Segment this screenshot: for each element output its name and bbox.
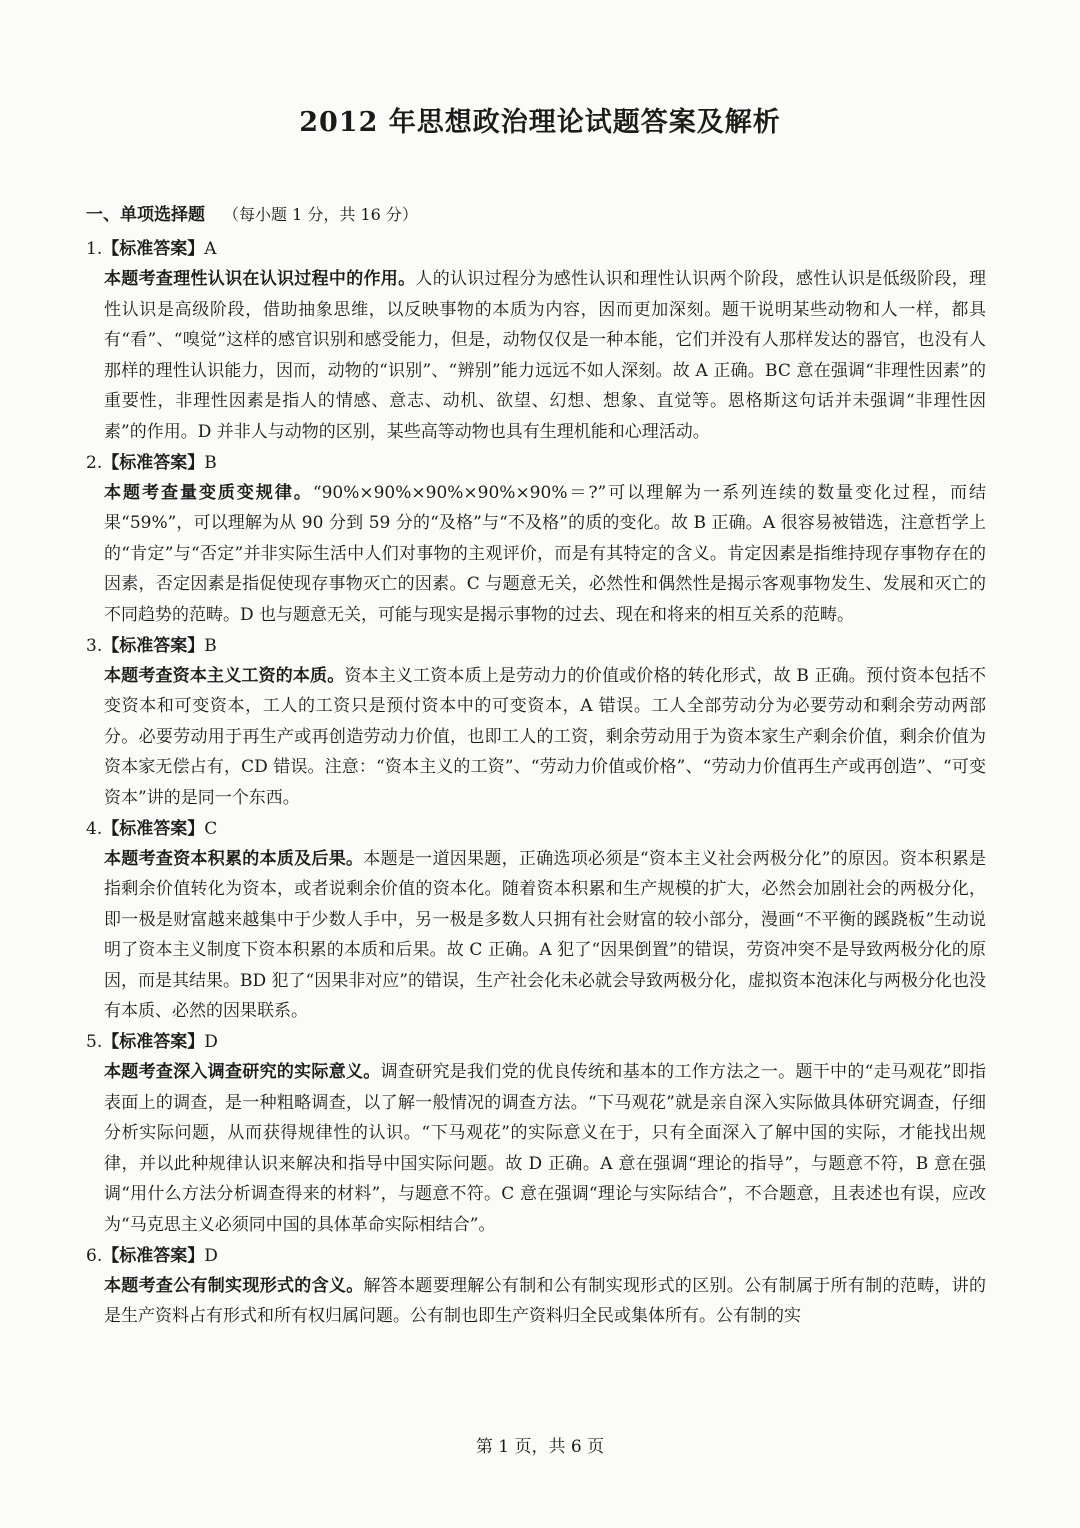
explanation-lead: 本题考查公有制实现形式的含义。 bbox=[104, 1275, 364, 1296]
question-number: 2. bbox=[86, 452, 103, 473]
question-1-explanation bbox=[86, 264, 986, 448]
answer-value: B bbox=[204, 452, 217, 473]
question-6-answer bbox=[86, 1241, 986, 1271]
answer-value: C bbox=[204, 818, 218, 839]
question-3-answer bbox=[86, 631, 986, 661]
explanation-lead: 本题考查理性认识在认识过程中的作用。 bbox=[104, 269, 416, 289]
answer-label: 【标准答案】 bbox=[102, 818, 205, 839]
explanation-text: 解答本题要理解公有制和公有制实现形式的区别。公有制属于所有制的范畴，讲的是生产资料占有形式和所有权归属问题。公有制也即生产资料归全民或集体所有。公有制的实 bbox=[104, 1275, 986, 1327]
explanation-text: 本题是一道因果题，正确选项必须是“资本主义社会两极分化”的原因。资本积累是指剩余价值转化为资本，或者说剩余价值的资本化。随着资本积累和生产规模的扩大，必然会加剧社会的两极分化，即一极是财富越来越集中于少数人手中，另一极是多数人只拥有社会财富的较小部分，漫画“不平衡的蹊跷板”生动说明了资本主义制度下资本积累的本质和后果。故 C 正确。A 犯了“因果倒置”的错误，劳资冲突不是导致两极分化的原因，而是其结果。BD 犯了“因果非对应”的错误，生产社会化未必就会导致两极分化，虚拟资本泡沫化与两极分化也没有本质、必然的因果联系。 bbox=[104, 848, 986, 1022]
question-5-explanation bbox=[86, 1057, 986, 1241]
answer-label: 【标准答案】 bbox=[102, 1245, 205, 1266]
answer-label: 【标准答案】 bbox=[102, 452, 205, 473]
question-number: 4. bbox=[86, 818, 103, 839]
page-footer: 第 1 页，共 6 页 bbox=[475, 1437, 605, 1457]
document-body bbox=[86, 200, 986, 1332]
page-title: 2012 年思想政治理论试题答案及解析 bbox=[299, 107, 781, 138]
question-number: 5. bbox=[86, 1032, 103, 1053]
explanation-lead: 本题考查深入调查研究的实际意义。 bbox=[104, 1062, 381, 1083]
answer-label: 【标准答案】 bbox=[102, 1032, 205, 1053]
explanation-text: 资本主义工资本质上是劳动力的价值或价格的转化形式，故 B 正确。预付资本包括不变资本和可变资本，工人的工资只是预付资本中的可变资本，A 错误。工人全部劳动分为必要劳动和剩余劳动两部分。必要劳动用于再生产或再创造劳动力价值，也即工人的工资，剩余劳动用于为资本家生产剩余价值，剩余价值为资本家无偿占有，CD 错误。注意：“资本主义的工资”、“劳动力价值或价格”、“劳动力价值再生产或再创造”、“可变资本”讲的是同一个东西。 bbox=[104, 665, 986, 808]
question-number: 1. bbox=[86, 239, 103, 259]
answer-label: 【标准答案】 bbox=[102, 239, 205, 259]
question-5-answer bbox=[86, 1027, 986, 1057]
answer-value: A bbox=[204, 239, 217, 259]
question-2-explanation bbox=[86, 478, 986, 631]
answer-label: 【标准答案】 bbox=[102, 635, 205, 656]
answer-value: D bbox=[204, 1245, 218, 1266]
question-4-explanation bbox=[86, 844, 986, 1028]
question-number: 6. bbox=[86, 1245, 103, 1266]
explanation-lead: 本题考查量变质变规律。 bbox=[104, 482, 313, 503]
explanation-lead: 本题考查资本主义工资的本质。 bbox=[104, 665, 345, 686]
question-1-answer bbox=[86, 234, 986, 264]
explanation-text: 人的认识过程分为感性认识和理性认识两个阶段，感性认识是低级阶段，理性认识是高级阶段，借助抽象思维，以反映事物的本质为内容，因而更加深刻。题干说明某些动物和人一样，都具有“看”、“嗅觉”这样的感官识别和感受能力，但是，动物仅仅是一种本能，它们并没有人那样发达的器官，也没有人那样的理性认识能力，因而，动物的“识别”、“辨别”能力远远不如人深刻。故 A 正确。BC 意在强调“非理性因素”的重要性，非理性因素是指人的情感、意志、动机、欲望、幻想、想象、直觉等。恩格斯这句话并未强调“非理性因素”的作用。D 并非人与动物的区别，某些高等动物也具有生理机能和心理活动。 bbox=[104, 269, 987, 442]
question-number: 3. bbox=[86, 635, 103, 656]
section-title: 一、单项选择题 bbox=[86, 205, 205, 225]
explanation-text: “90%×90%×90%×90%×90%＝?”可以理解为一系列连续的数量变化过程，而结果“59%”，可以理解为从 90 分到 59 分的“及格”与“不及格”的质的变化。故 B 正确。A 很容易被错选，注意哲学上的“肯定”与“否定”并非实际生活中人们对事物的主观评价，而是有其特定的含义。肯定因素是指维持现存事物存在的因素，否定因素是指促使现存事物灭亡的因素。C 与题意无关，必然性和偶然性是揭示客观事物发生、发展和灭亡的不同趋势的范畴。D 也与题意无关，可能与现实是揭示事物的过去、现在和将来的相互关系的范畴。 bbox=[104, 482, 987, 625]
question-3-explanation bbox=[86, 661, 986, 814]
answer-value: B bbox=[204, 635, 217, 656]
section-note: （每小题 1 分，共 16 分） bbox=[223, 205, 418, 224]
section-heading bbox=[86, 200, 986, 230]
question-4-answer bbox=[86, 814, 986, 844]
answer-value: D bbox=[204, 1032, 218, 1053]
question-6-explanation bbox=[86, 1271, 986, 1332]
question-2-answer bbox=[86, 448, 986, 478]
explanation-lead: 本题考查资本积累的本质及后果。 bbox=[104, 848, 364, 869]
explanation-text: 调查研究是我们党的优良传统和基本的工作方法之一。题干中的“走马观花”即指表面上的调查，是一种粗略调查，以了解一般情况的调查方法。“下马观花”就是亲自深入实际做具体研究调查，仔细分析实际问题，从而获得规律性的认识。“下马观花”的实际意义在于，只有全面深入了解中国的实际，才能找出规律，并以此种规律认识来解决和指导中国实际问题。故 D 正确。A 意在强调“理论的指导”，与题意不符，B 意在强调“用什么方法分析调查得来的材料”，与题意不符。C 意在强调“理论与实际结合”，不合题意，且表述也有误，应改为“马克思主义必须同中国的具体革命实际相结合”。 bbox=[104, 1062, 987, 1236]
